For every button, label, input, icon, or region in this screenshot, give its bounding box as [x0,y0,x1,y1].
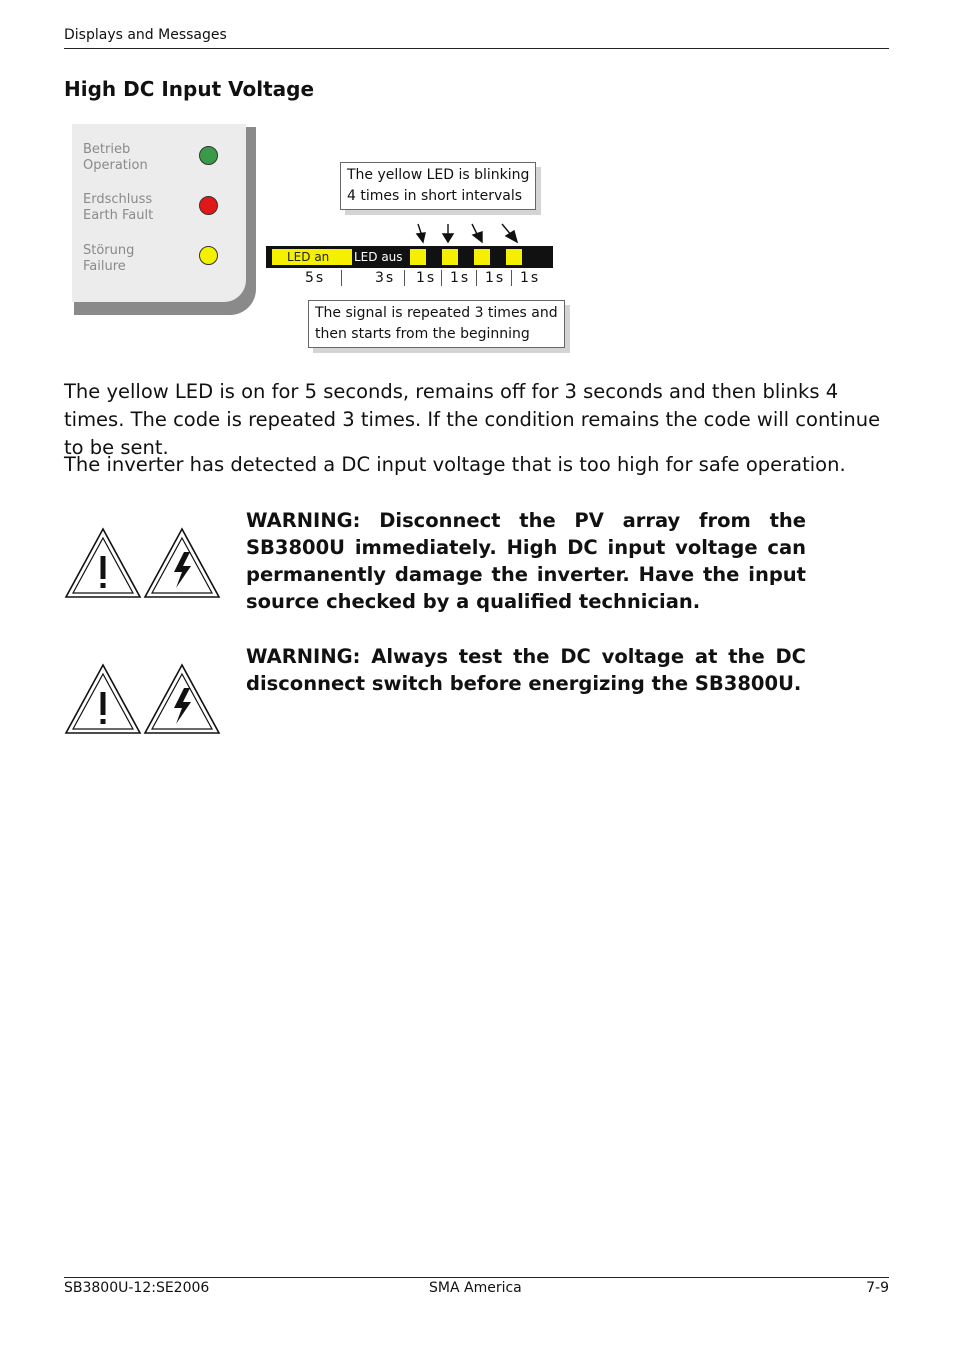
led-off-segment [352,249,410,265]
footer-page-number: 7-9 [866,1280,889,1296]
callout-repeat: The signal is repeated 3 times and then starts from the beginning [308,300,565,348]
blink-arrows-icon [410,218,522,246]
blink-segment [410,249,426,265]
duration-label: 1s [450,270,471,286]
warning-icons [64,526,222,600]
section-title: High DC Input Voltage [64,77,315,101]
led-on-segment [272,249,352,265]
duration-label: 1s [520,270,541,286]
earth-fault-led-icon [199,196,218,215]
exclamation-warning-icon [66,665,140,733]
duration-label: 1s [416,270,437,286]
led-on-label: LED an [287,250,330,264]
cause-paragraph: The inverter has detected a DC input voltage that is too high for safe operation. [64,453,846,476]
duration-tick [341,270,342,286]
duration-tick [511,270,512,286]
failure-led-icon [199,246,218,265]
led-label-operation: Betrieb Operation [83,142,148,173]
high-voltage-warning-icon [145,529,219,597]
led-label-earth-fault: Erdschluss Earth Fault [83,192,154,223]
duration-tick [476,270,477,286]
header-rule [64,48,889,49]
footer-rule [64,1277,889,1278]
duration-tick [441,270,442,286]
high-voltage-warning-icon [145,665,219,733]
blink-segment [506,249,522,265]
footer-document-id: SB3800U-12:SE2006 [64,1280,210,1296]
led-timing-strip [266,246,553,268]
blink-segment [442,249,458,265]
exclamation-warning-icon [66,529,140,597]
callout-blinking: The yellow LED is blinking 4 times in short intervals [340,162,536,210]
warning-test-voltage: WARNING: Always test the DC voltage at the DC disconnect switch before energizing the SB3800U. [246,645,806,695]
led-label-failure: Störung Failure [83,243,135,274]
running-header: Displays and Messages [64,27,227,43]
blink-segment [474,249,490,265]
warning-icons [64,662,222,736]
duration-tick [404,270,405,286]
duration-label: 1s [485,270,506,286]
operation-led-icon [199,146,218,165]
description-paragraph: The yellow LED is on for 5 seconds, remains off for 3 seconds and then blinks 4 times. The code is repeated 3 times. If the condition remains the code will continue to be sent. [64,380,881,459]
warning-disconnect: WARNING: Disconnect the PV array from the SB3800U immediately. High DC input voltage can permanently damage the inverter. Have the input source checked by a qualified technician. [246,509,806,613]
duration-label: 3s [375,270,396,286]
duration-label: 5s [305,270,326,286]
footer-company: SMA America [429,1280,522,1296]
led-off-label: LED aus [354,250,403,264]
